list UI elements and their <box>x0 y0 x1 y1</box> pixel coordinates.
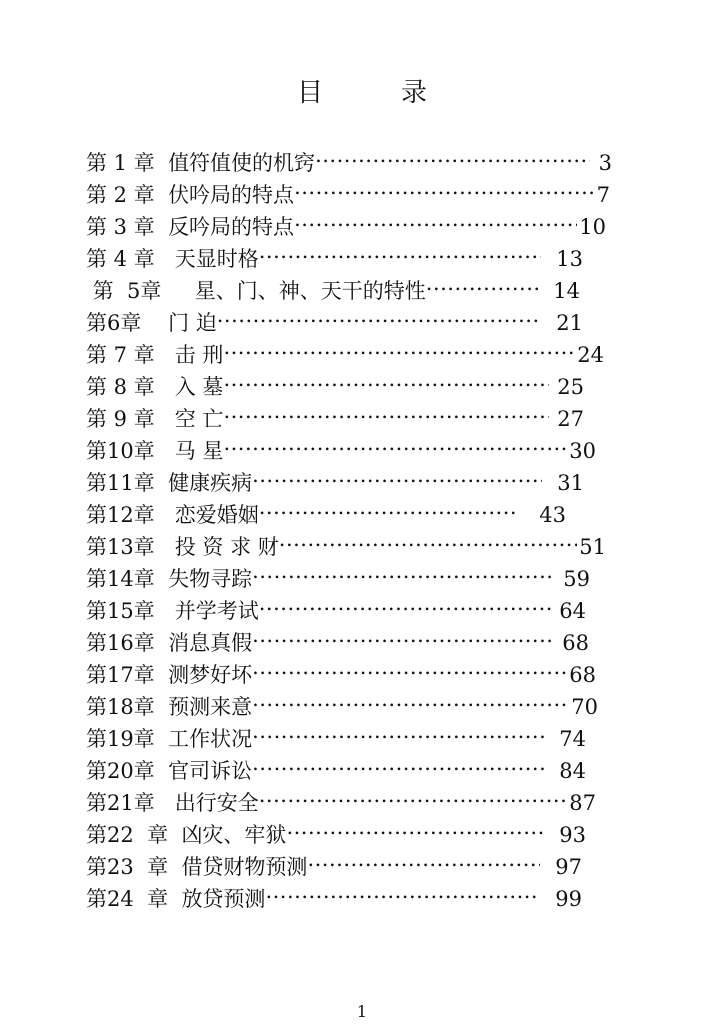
toc-dot-leader <box>223 332 575 362</box>
toc-chapter-number: 第6章 <box>86 311 169 335</box>
toc-dot-leader <box>259 780 568 810</box>
toc-page-number: 68 <box>555 631 589 655</box>
toc-chapter-title: 反吟局的特点 <box>168 215 295 239</box>
toc-page-number: 84 <box>545 759 586 783</box>
toc-chapter-number: 第 5章 <box>86 279 195 303</box>
toc-chapter-number: 第 9 章 <box>86 407 175 431</box>
toc-chapter-number: 第 8 章 <box>86 375 175 399</box>
toc-dot-leader <box>223 396 548 426</box>
toc-dot-leader <box>259 492 518 522</box>
toc-dot-leader <box>307 844 539 874</box>
toc-chapter-title: 健康疾病 <box>168 471 253 495</box>
toc-chapter-number: 第18章 <box>86 695 169 719</box>
toc-chapter-title: 天显时格 <box>174 247 259 271</box>
toc-entry <box>86 332 604 367</box>
toc-page-number: 7 <box>596 183 610 207</box>
toc-dot-leader <box>223 428 567 458</box>
toc-chapter-title: 投 资 求 财 <box>174 535 279 559</box>
toc-dot-leader <box>279 524 577 554</box>
toc-entry <box>86 780 596 815</box>
toc-chapter-title: 门 迫 <box>168 311 217 335</box>
toc-page-number: 30 <box>569 439 596 463</box>
toc-chapter-number: 第 3 章 <box>86 215 169 239</box>
toc-chapter-number: 第 1 章 <box>86 151 169 175</box>
toc-entry <box>86 204 606 239</box>
toc-dot-leader <box>294 204 577 234</box>
toc-page-number: 70 <box>571 695 598 719</box>
toc-chapter-number: 第24 章 <box>86 887 182 911</box>
toc-page-number: 3 <box>591 151 612 175</box>
toc-page-number: 59 <box>556 567 590 591</box>
toc-chapter-title: 出行安全 <box>174 791 259 815</box>
toc-page-number: 51 <box>579 535 606 559</box>
toc-chapter-title: 入 墓 <box>174 375 224 399</box>
toc-chapter-number: 第10章 <box>86 439 175 463</box>
toc-chapter-title: 工作状况 <box>168 727 253 751</box>
toc-dot-leader <box>259 588 551 618</box>
toc-chapter-title: 预测来意 <box>168 695 253 719</box>
toc-entry <box>86 172 610 207</box>
toc-chapter-number: 第20章 <box>86 759 169 783</box>
toc-chapter-title: 失物寻踪 <box>168 567 253 591</box>
toc-entry <box>86 364 584 399</box>
toc-page-number: 24 <box>577 343 604 367</box>
toc-chapter-number: 第12章 <box>86 503 175 527</box>
toc-page-number: 64 <box>552 599 586 623</box>
toc-entry <box>86 684 598 719</box>
toc-chapter-number: 第23 章 <box>86 855 182 879</box>
toc-entry <box>86 812 586 847</box>
toc-chapter-number: 第 2 章 <box>86 183 169 207</box>
toc-chapter-number: 第 7 章 <box>86 343 175 367</box>
toc-chapter-number: 第 4 章 <box>86 247 175 271</box>
toc-chapter-title: 借贷财物预测 <box>181 855 308 879</box>
toc-chapter-title: 放贷预测 <box>181 887 266 911</box>
toc-dot-leader <box>252 716 544 746</box>
toc-page-number: 31 <box>543 471 584 495</box>
toc-entry <box>86 268 580 303</box>
toc-entry <box>86 460 584 495</box>
toc-dot-leader <box>252 652 567 682</box>
toc-dot-leader <box>252 684 569 714</box>
toc-page-number: 99 <box>541 887 582 911</box>
toc-page-number: 10 <box>579 215 606 239</box>
toc-page-number: 93 <box>545 823 586 847</box>
toc-chapter-title: 星、门、神、天干的特性 <box>194 279 426 303</box>
toc-chapter-number: 第13章 <box>86 535 175 559</box>
toc-entry <box>86 620 589 655</box>
toc-chapter-title: 击 刑 <box>174 343 224 367</box>
toc-chapter-number: 第22 章 <box>86 823 182 847</box>
toc-dot-leader <box>252 556 555 586</box>
toc-chapter-title: 消息真假 <box>168 631 253 655</box>
toc-page-number: 68 <box>569 663 596 687</box>
toc-entry <box>86 428 596 463</box>
toc-chapter-title: 空 亡 <box>174 407 224 431</box>
toc-chapter-title: 伏吟局的特点 <box>168 183 295 207</box>
toc-dot-leader <box>265 876 539 906</box>
toc-dot-leader <box>426 268 538 298</box>
toc-chapter-number: 第21章 <box>86 791 175 815</box>
toc-entry <box>86 300 583 335</box>
toc-dot-leader <box>259 236 541 266</box>
toc-page-number: 14 <box>539 279 580 303</box>
toc-chapter-title: 官司诉讼 <box>168 759 253 783</box>
toc-dot-leader <box>252 748 544 778</box>
toc-dot-leader <box>217 300 541 330</box>
toc-entry <box>86 236 583 271</box>
toc-entry <box>86 876 582 911</box>
toc-entry <box>86 524 606 559</box>
toc-chapter-title: 凶灾、牢狱 <box>181 823 287 847</box>
toc-chapter-title: 测梦好坏 <box>168 663 253 687</box>
toc-dot-leader <box>286 812 543 842</box>
toc-chapter-title: 并学考试 <box>174 599 259 623</box>
toc-entry <box>86 716 586 751</box>
toc-title: 目 录 <box>296 78 453 108</box>
toc-page-number: 74 <box>545 727 586 751</box>
toc-page-number: 97 <box>541 855 582 879</box>
page-number: 1 <box>356 1002 368 1021</box>
toc-page-number: 87 <box>569 791 596 815</box>
toc-dot-leader <box>294 172 595 202</box>
toc-chapter-number: 第14章 <box>86 567 169 591</box>
toc-entry <box>86 492 566 527</box>
toc-entry <box>86 588 586 623</box>
toc-page-number: 27 <box>550 407 584 431</box>
toc-dot-leader <box>223 364 548 394</box>
toc-entry <box>86 652 596 687</box>
toc-dot-leader <box>252 620 554 650</box>
toc-page-number: 13 <box>542 247 583 271</box>
toc-entry <box>86 556 590 591</box>
toc-chapter-number: 第11章 <box>86 471 169 495</box>
toc-entry <box>86 396 584 431</box>
toc-chapter-number: 第19章 <box>86 727 169 751</box>
toc-chapter-number: 第16章 <box>86 631 169 655</box>
toc-dot-leader <box>252 460 542 490</box>
toc-page-number: 43 <box>519 503 566 527</box>
toc-entry <box>86 844 582 879</box>
toc-entry <box>86 748 586 783</box>
toc-chapter-number: 第15章 <box>86 599 175 623</box>
toc-chapter-title: 值符值使的机窍 <box>168 151 316 175</box>
toc-page-number: 21 <box>542 311 583 335</box>
toc-chapter-title: 马 星 <box>174 439 224 463</box>
toc-entry <box>86 140 612 175</box>
toc-chapter-number: 第17章 <box>86 663 169 687</box>
toc-chapter-title: 恋爱婚姻 <box>174 503 259 527</box>
toc-dot-leader <box>315 140 590 170</box>
toc-page-number: 25 <box>550 375 584 399</box>
